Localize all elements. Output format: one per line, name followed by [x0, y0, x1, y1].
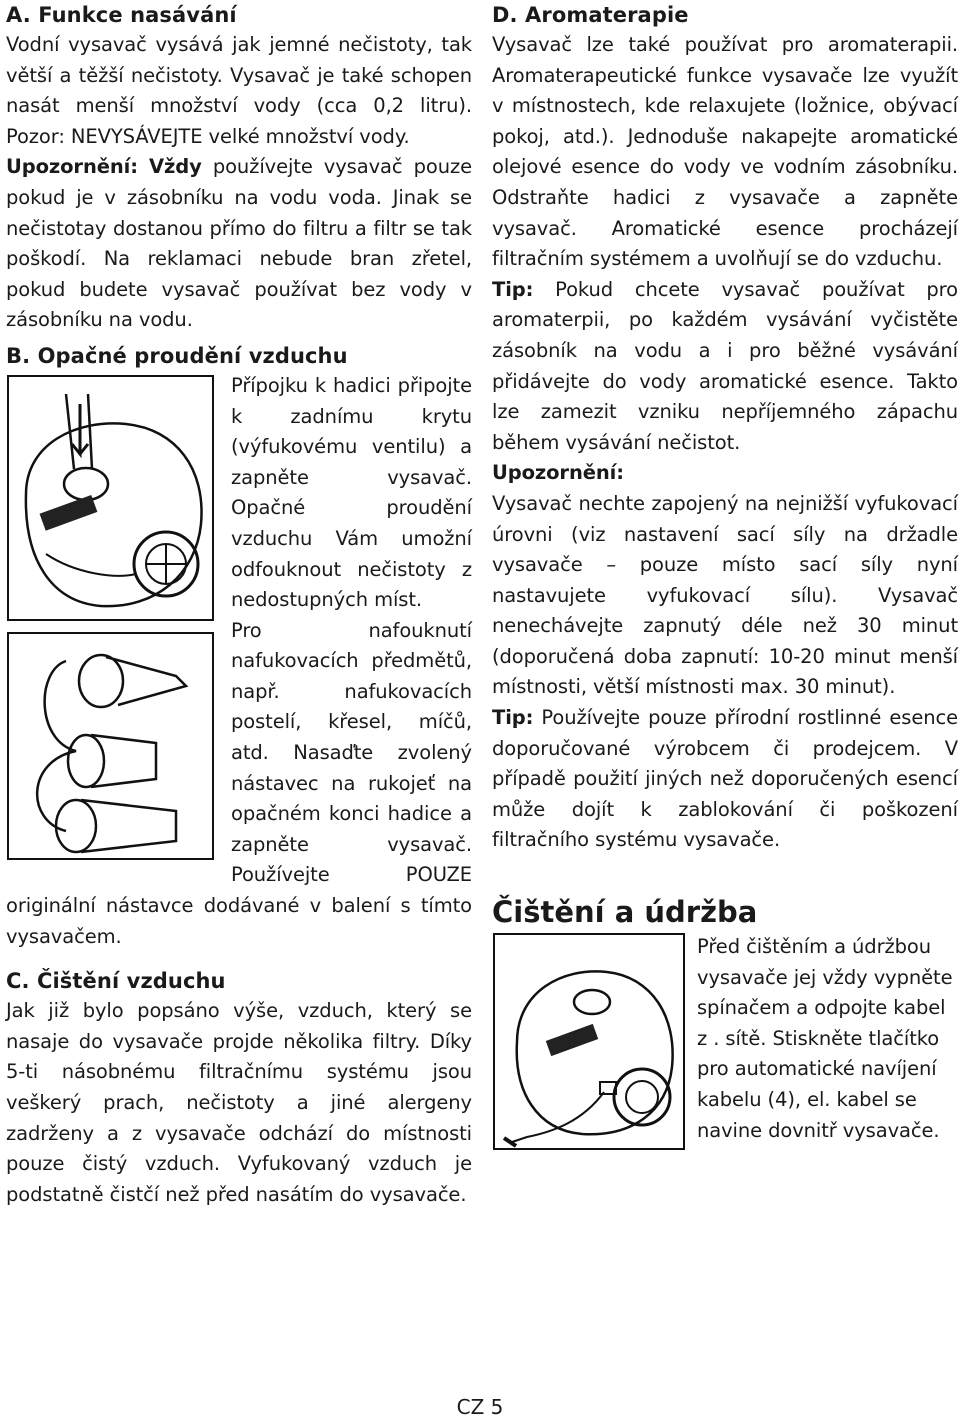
section-c-paragraph: Jak již bylo popsáno výše, vzduch, který se nasaje do vysavače projde několika filtry. Díky 5-ti násobnému filtračnímu systému jsou veškerý prach, nečistoty a jiné alergeny zadrženy a z vysavače odchází do místnosti pouze čistý vzduch. Vyfukovaný vzduch je podstatně čistčí než před nasátím do vysavače. [6, 999, 472, 1206]
page-number: CZ 5 [456, 1395, 504, 1419]
section-b-paragraph-2: Pro nafouknutí nafukovacích předmětů, např. nafukovacích postelí, křesel, míčů, atd. Nasaďte zvolený nástavec na rukojeť na opačném konci hadice a zapněte vysavač. Používejte POUZE originální nástavce dodávané v balení s tímto vysavačem. [6, 618, 472, 948]
inflation-nozzles-icon [6, 631, 231, 869]
tip-2 [492, 703, 958, 856]
warning-label-right: Upozornění: [492, 461, 624, 485]
section-a-heading: A. Funkce nasávání [6, 3, 237, 27]
vacuum-cleaner-hose-rear-icon [6, 374, 231, 624]
warning-label: Upozornění: [6, 155, 138, 179]
tip-1 [492, 275, 958, 459]
section-b-heading: B. Opačné proudění vzduchu [6, 343, 348, 368]
cleaning-heading: Čištění a údržba [492, 895, 758, 930]
tip-1-label: Tip: [492, 277, 534, 301]
section-d-paragraph: Vysavač lze také používat pro aromaterapii. Aromaterapeutické funkce vysavače lze využít v místnostech, kde relaxujete (ložnice, obývací pokoj, atd.). Jednoduše nakapejte aromatické olejové esence do vody ve vodním zásobníku. Odstraňte hadici z vysavače a zapněte vysavač. Aromatické esence procházejí filtračním systémem a uvolňují se do vzduchu. [492, 33, 958, 271]
section-a-warning [6, 152, 472, 336]
cleaning-paragraph: Před čištěním a údržbou vysavače jej vždy vypněte spínačem a odpojte kabel z . sítě. Stiskněte tlačítko pro automatické navíjení kabelu (4), el. kabel se navine dovnitř vysavače. [697, 935, 953, 1142]
tip-1-text: Pokud chcete vysavač používat pro aromaterpii, po každém vysávání vyčistěte zásobník na vodu a i pro běžné vysávání přidávejte do vody aromatické esence. Takto lze zamezit vzniku nepříjemného zápachu během vysávání nečistot. [492, 277, 958, 454]
section-b-paragraph-1: Přípojku k hadici připojte k zadnímu krytu (výfukovému ventilu) a zapněte vysavač. Opačné proudění vzduchu Vám umožní odfouknout nečistoty z nedostupných míst. [231, 373, 472, 612]
vacuum-cleaner-cord-icon [492, 932, 697, 1162]
left-column [6, 0, 472, 1210]
right-column [492, 0, 958, 1162]
tip-2-text: Používejte pouze přírodní rostlinné esence doporučované výrobcem či prodejcem. V případě použití jiných než doporučených esencí může dojít k zablokování či poškození filtračního systému vysavače. [492, 706, 958, 852]
warning-text-right: Vysavač nechte zapojený na nejnižší vyfukovací úrovni (viz nastavení sací síly na držadle vysavače – pouze místo sací síly nyní nastavujete vyfukovací sílu). Vysavač nenechávejte zapnutý déle než 30 minut (doporučená doba zapnutí: 10-20 minut menší místnosti, větší místnosti max. 30 minut). [492, 491, 958, 699]
section-a-paragraph: Vodní vysavač vysává jak jemné nečistoty, tak větší a těžší nečistoty. Vysavač je také schopen nasát menší množství vody (cca 0,2 litru). Pozor: NEVYSÁVEJTE velké množství vody. [6, 33, 472, 148]
section-d-heading: D. Aromaterapie [492, 3, 689, 27]
warning-text: používejte vysavač pouze pokud je v zásobníku na vodu voda. Jinak se nečistotay dostanou přímo do filtru a filtr se tak poškodí. Na reklamaci nebude bran zřetel, pokud budete vysavač používat bez vody v zásobníku na vodu. [6, 155, 472, 332]
tip-2-label: Tip: [492, 706, 534, 730]
section-c-heading: C. Čištění vzduchu [6, 969, 226, 994]
warning-emphasis: Vždy [149, 155, 202, 179]
